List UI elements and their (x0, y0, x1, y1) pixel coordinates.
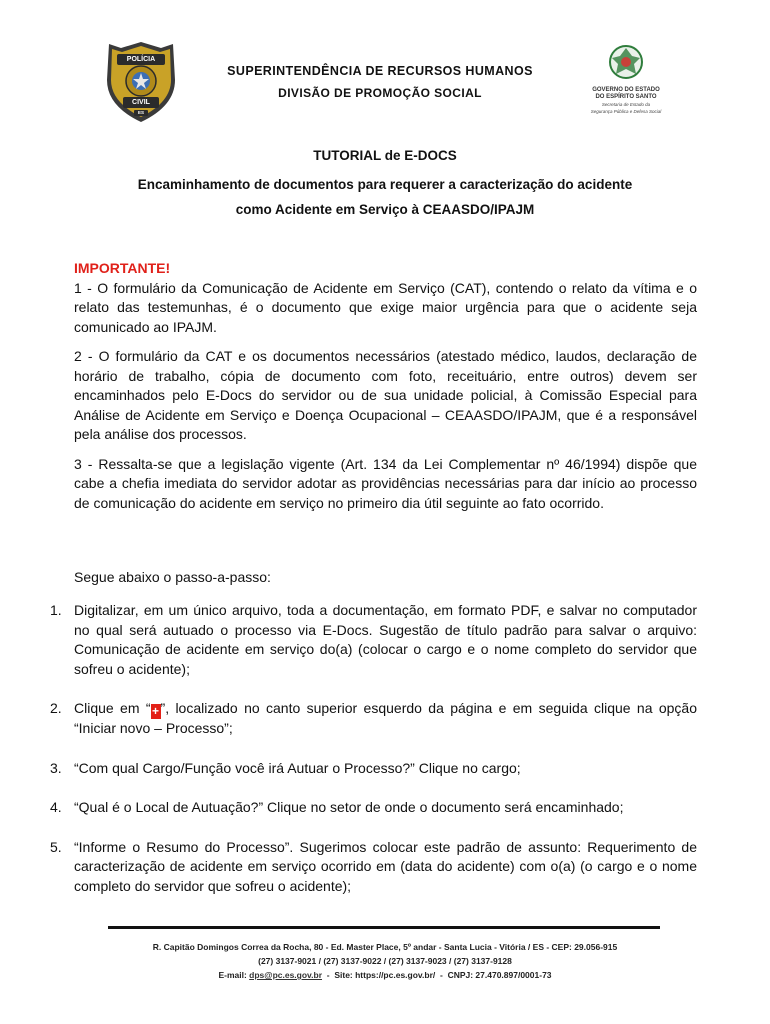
step-number: 2. (50, 700, 62, 716)
footer-address: R. Capitão Domingos Correa da Rocha, 80 - Ed. Master Place, 5º andar - Santa Lucia - Vitória / ES - CEP: 29.056-915 (152, 942, 618, 952)
badge-text-bottom: CIVIL (132, 99, 150, 106)
list-item (50, 798, 697, 818)
important-paragraph-2: 2 - O formulário da CAT e os documentos necessários (atestado médico, laudos, declaração de horário de trabalho, cópia de documento com foto, receituário, entre outros) devem ser encaminhados pelo E-Docs do servidor ou de sua unidade policial, à Comissão Especial para Análise de Acidente em Serviço e Doença Ocupacional – CEAASDO/IPAJM, que é a responsável pela análise dos processos. (74, 348, 697, 442)
gov-line-2: DO ESPÍRITO SANTO (595, 94, 657, 100)
state-coat-of-arms-icon (606, 42, 646, 82)
footer-separator: - (439, 970, 443, 980)
list-item (50, 699, 697, 739)
gov-line-1: GOVERNO DO ESTADO (592, 87, 660, 93)
step-text: “Qual é o Local de Autuação?” Clique no setor de onde o documento será encaminhado; (74, 799, 624, 815)
step-number: 4. (50, 799, 62, 815)
badge-state-text: ES (137, 110, 144, 115)
step-number: 1. (50, 602, 62, 618)
footer-divider (108, 926, 660, 929)
badge-text-top: POLÍCIA (126, 56, 156, 63)
step-text: “Informe o Resumo do Processo”. Sugerimos colocar este padrão de assunto: Requerimento de caracterização de acidente em serviço ocorrido em (data do acidente) com o(a) (o cargo e o nome completo do servidor que sofreu o acidente); (74, 838, 697, 894)
list-item (50, 759, 697, 779)
gov-line-3: Secretaria de Estado da (601, 102, 651, 107)
gov-line-4: Segurança Pública e Defesa Social (590, 108, 662, 114)
step-text-after: ”, localizado no canto superior esquerdo da página e em seguida clique na opção “Iniciar novo – Processo”; (74, 700, 697, 736)
police-civil-badge-logo (103, 40, 179, 124)
step-text: Digitalizar, em um único arquivo, toda a documentação, em formato PDF, e salvar no computador no qual será autuado o processo via E-Docs. Sugestão de título padrão para salvar o arquivo: Comunicação de acidente em serviço do(a) (colocar o cargo e o nome completo do servidor que sofreu o acidente); (74, 602, 697, 677)
government-es-logo (586, 42, 666, 124)
document-subtitle-line-2: como Acidente em Serviço à CEAASDO/IPAJM (235, 202, 535, 217)
document-subtitle-line-1: Encaminhamento de documentos para requerer a caracterização do acidente (137, 177, 633, 192)
list-item (50, 838, 697, 897)
important-paragraph-1: 1 - O formulário da Comunicação de Acidente em Serviço (CAT), contendo o relato da vítima e o relato das testemunhas, é o documento que exige maior urgência para que o acidente seja comunicado ao IPAJM. (74, 279, 697, 335)
step-text-before: Clique em “ (74, 700, 151, 716)
footer-contacts (0, 970, 770, 980)
steps-intro: Segue abaixo o passo-a-passo: (74, 569, 271, 585)
plus-icon: + (152, 704, 160, 718)
header-titles (190, 64, 570, 100)
header-line-2: DIVISÃO DE PROMOÇÃO SOCIAL (278, 86, 482, 100)
footer-email-label: E-mail: (218, 970, 247, 980)
step-number: 3. (50, 759, 62, 776)
document-title: TUTORIAL de E-DOCS (313, 148, 457, 163)
steps-list (50, 601, 697, 896)
footer-separator: - (326, 970, 330, 980)
step-text: “Com qual Cargo/Função você irá Autuar o Processo?” Clique no cargo; (74, 759, 521, 776)
footer-site-link[interactable]: Site: https://pc.es.gov.br/ (334, 970, 436, 980)
important-label: IMPORTANTE! (74, 260, 171, 276)
step-number: 5. (50, 838, 62, 855)
list-item (50, 601, 697, 679)
footer-phones: (27) 3137-9021 / (27) 3137-9022 / (27) 3137-9023 / (27) 3137-9128 (258, 956, 512, 966)
footer-email-link[interactable]: dps@pc.es.gov.br (249, 970, 323, 980)
footer-cnpj: CNPJ: 27.470.897/0001-73 (447, 970, 552, 980)
important-section (74, 259, 697, 513)
header-line-1: SUPERINTENDÊNCIA DE RECURSOS HUMANOS (227, 64, 533, 78)
important-paragraph-3: 3 - Ressalta-se que a legislação vigente (Art. 134 da Lei Complementar nº 46/1994) dispõe que cabe a chefia imediata do servidor adotar as providências necessárias para dar início ao processo de comunicação do acidente em serviço no primeiro dia útil seguinte ao fato ocorrido. (74, 455, 697, 511)
